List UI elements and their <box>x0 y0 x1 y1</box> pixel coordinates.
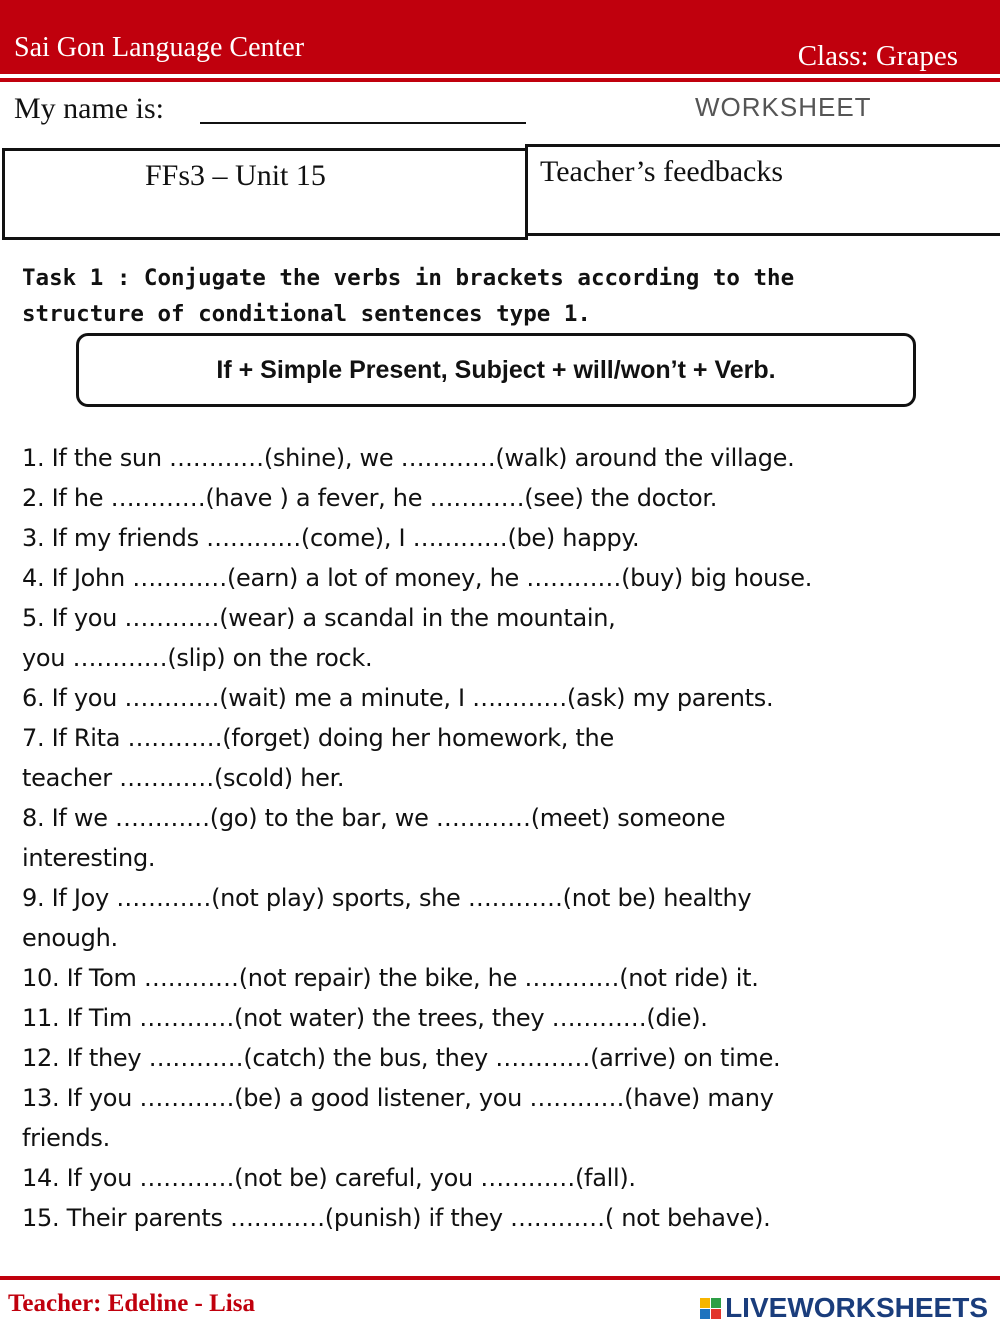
feedback-box <box>525 144 1000 236</box>
exercise-line: teacher …………(scold) her. <box>22 764 345 792</box>
header-divider <box>0 78 1000 82</box>
exercise-line: interesting. <box>22 844 156 872</box>
exercise-line: 2. If he …………(have ) a fever, he …………(see) the doctor. <box>22 484 718 512</box>
exercise-line: 1. If the sun …………(shine), we …………(walk) around the village. <box>22 444 795 472</box>
unit-title: FFs3 – Unit 15 <box>145 159 326 192</box>
liveworksheets-logo[interactable] <box>700 1292 988 1324</box>
exercise-line: 11. If Tim …………(not water) the trees, they …………(die). <box>22 1004 708 1032</box>
unit-box <box>2 148 528 240</box>
liveworksheets-logo-icon <box>700 1298 721 1319</box>
exercise-line: 15. Their parents …………(punish) if they …………( not behave). <box>22 1204 771 1232</box>
exercise-line: 9. If Joy …………(not play) sports, she …………(not be) healthy <box>22 884 752 912</box>
center-name: Sai Gon Language Center <box>14 32 305 63</box>
exercise-line: 4. If John …………(earn) a lot of money, he …………(buy) big house. <box>22 564 813 592</box>
exercise-line: friends. <box>22 1124 110 1152</box>
logo-text: LIVEWORKSHEETS <box>725 1292 988 1323</box>
teacher-name: Teacher: Edeline - Lisa <box>8 1290 255 1317</box>
task-instruction <box>22 260 952 332</box>
exercise-line: 8. If we …………(go) to the bar, we …………(meet) someone <box>22 804 726 832</box>
exercise-line: 13. If you …………(be) a good listener, you …………(have) many <box>22 1084 774 1112</box>
worksheet-label: WORKSHEET <box>695 92 872 122</box>
footer-divider <box>0 1276 1000 1280</box>
task-instruction-line: Task 1 : Conjugate the verbs in brackets according to the <box>22 265 795 291</box>
header-bar <box>0 0 1000 74</box>
exercise-line: 10. If Tom …………(not repair) the bike, he …………(not ride) it. <box>22 964 759 992</box>
class-label: Class: Grapes <box>797 40 958 72</box>
exercise-list <box>22 438 982 1238</box>
exercise-line: you …………(slip) on the rock. <box>22 644 373 672</box>
task-instruction-line: structure of conditional sentences type 1. <box>22 301 591 327</box>
exercise-line: 14. If you …………(not be) careful, you …………(fall). <box>22 1164 636 1192</box>
formula-text: If + Simple Present, Subject + will/won’t + Verb. <box>216 355 776 384</box>
formula-box <box>76 333 916 407</box>
exercise-line: 3. If my friends …………(come), I …………(be) happy. <box>22 524 640 552</box>
name-label: My name is: <box>14 92 164 125</box>
exercise-line: enough. <box>22 924 118 952</box>
exercise-line: 6. If you …………(wait) me a minute, I …………(ask) my parents. <box>22 684 774 712</box>
exercise-line: 12. If they …………(catch) the bus, they …………(arrive) on time. <box>22 1044 781 1072</box>
exercise-line: 7. If Rita …………(forget) doing her homework, the <box>22 724 614 752</box>
name-input-line[interactable] <box>200 122 526 124</box>
exercise-line: 5. If you …………(wear) a scandal in the mountain, <box>22 604 616 632</box>
feedback-title: Teacher’s feedbacks <box>540 155 784 188</box>
